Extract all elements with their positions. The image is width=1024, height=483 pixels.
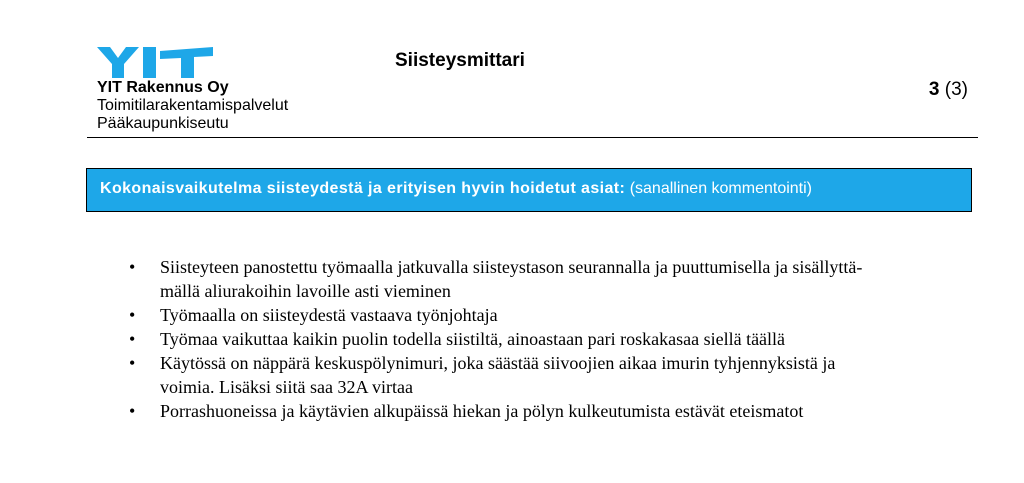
section-heading: Kokonaisvaikutelma siisteydestä ja erityisen hyvin hoidetut asiat: — [100, 180, 626, 197]
page-number — [929, 79, 968, 101]
header-divider — [87, 137, 978, 138]
yit-logo — [97, 47, 213, 78]
section-heading-banner — [86, 168, 972, 212]
bullet-icon: • — [129, 305, 136, 325]
bullet-icon: • — [129, 257, 136, 277]
list-item — [120, 255, 980, 303]
list-item-text: Porrashuoneissa ja käytävien alkupäissä hiekan ja pölyn kulkeutumista estävät eteismatot — [160, 401, 804, 421]
list-item-text-continued: mällä aliurakoihin lavoille asti vieminen — [160, 281, 451, 301]
page-total: (3) — [944, 79, 968, 100]
region-name: Pääkaupunkiseutu — [97, 115, 229, 132]
bullet-icon: • — [129, 329, 136, 349]
department-name: Toimitilarakentamispalvelut — [97, 97, 289, 114]
document-title: Siisteysmittari — [395, 50, 525, 71]
list-item — [120, 303, 980, 327]
list-item-text: Siisteyteen panostettu työmaalla jatkuvalla siisteystason seurannalla ja puuttumisella ja sisällyttä- — [160, 257, 863, 277]
list-item-text-continued: voimia. Lisäksi siitä saa 32A virtaa — [160, 377, 413, 397]
list-item-text: Työmaa vaikuttaa kaikin puolin todella siistiltä, ainoastaan pari roskakasaa siellä täällä — [160, 329, 786, 349]
company-block — [97, 79, 288, 133]
list-item-text: Työmaalla on siisteydestä vastaava työnjohtaja — [160, 305, 498, 325]
list-item — [120, 351, 980, 399]
list-item-text: Käytössä on näppärä keskuspölynimuri, joka säästää siivoojien aikaa imurin tyhjennyksistä ja — [160, 353, 836, 373]
bullet-icon: • — [129, 401, 136, 421]
section-heading-note: (sanallinen kommentointi) — [629, 180, 813, 197]
list-item — [120, 399, 980, 423]
bullet-icon: • — [129, 353, 136, 373]
comment-list — [120, 255, 980, 423]
page-current: 3 — [928, 79, 940, 100]
company-name: YIT Rakennus Oy — [97, 79, 229, 96]
list-item — [120, 327, 980, 351]
